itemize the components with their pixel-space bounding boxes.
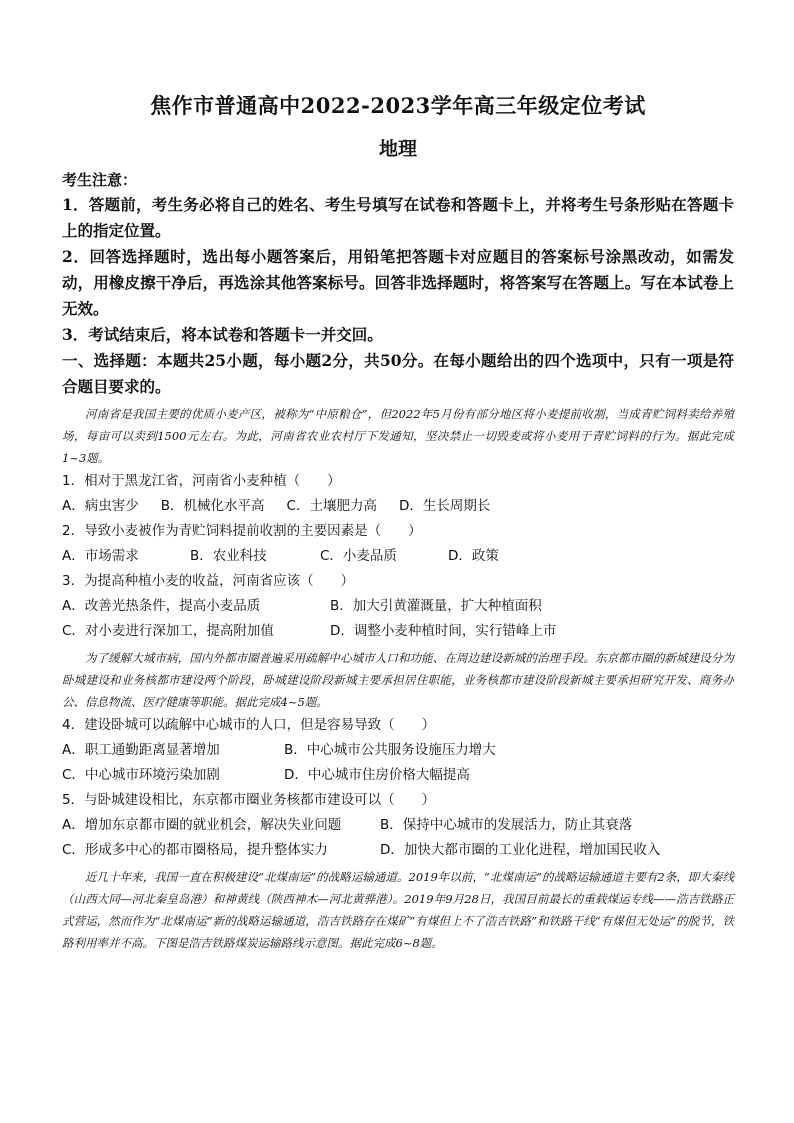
question-2-stem: 2．导致小麦被作为青贮饲料提前收割的主要因素是（ ） [62,523,422,539]
question-5-options-ab [62,813,734,838]
option-c: C．形成多中心的都市圈格局，提升整体实力 [62,842,328,858]
option-a: A．增加东京都市圈的就业机会，解决失业问题 [62,817,342,833]
question-3-options-ab [62,594,734,619]
notice-heading: 考生注意： [62,171,138,189]
passage-1: 河南省是我国主要的优质小麦产区，被称为“中原粮仓”，但2022年5月份有部分地区将小麦提前收割，当成青贮饲料卖给养殖场，每亩可以卖到1500元左右。为此，河南省农业农村厅下发通知，坚决禁止一切毁麦或将小麦用于青贮饲料的行为。据此完成1~3题。 [62,407,734,465]
notice-item-2: 2．回答选择题时，选出每小题答案后，用铅笔把答题卡对应题目的答案标号涂黑改动，如需发动，用橡皮擦干净后，再选涂其他答案标号。回答非选择题时，将答案写在答题上。写在本试卷上无效。 [62,247,734,318]
option-a: A．改善光热条件，提高小麦品质 [62,598,261,614]
option-b: B．农业科技 [190,548,267,564]
option-a: A．职工通勤距离显著增加 [62,742,220,758]
option-b: B．保持中心城市的发展活力，防止其衰落 [380,817,633,833]
option-d: D．政策 [448,548,499,564]
question-1-stem: 1．相对于黑龙江省，河南省小麦种植（ ） [62,473,341,489]
passage-3: 近几十年来，我国一直在积极建设“北煤南运”的战略运输通道。2019年以前，“北煤南运”的战略运输通道主要有2条，即大秦线（山西大同—河北秦皇岛港）和神黄线（陕西神木—河北黄骅港）。2019年9月28日，我国目前最长的重载煤运专线——浩吉铁路正式营运，然而作为“北煤南运”新的战略运输通道，浩吉铁路存在煤矿“有煤但上不了浩吉铁路”和铁路干线“有煤但无处运”的脱节，铁路利用率并不高。下图是浩吉铁路煤炭运输路线示意图。据此完成6~8题。 [62,870,734,950]
question-4-stem: 4．建设卧城可以疏解中心城市的人口，但是容易导致（ ） [62,717,436,733]
option-c: C．土壤肥力高 [286,498,377,514]
subject-title: 地理 [378,138,417,160]
notice-item-3: 3．考试结束后，将本试卷和答题卡一并交回。 [62,325,383,344]
option-b: B．机械化水平高 [160,498,265,514]
option-a: A．病虫害少 [62,498,139,514]
exam-title: 焦作市普通高中2022-2023学年高三年级定位考试 [150,93,646,118]
section-heading: 一、选择题：本题共25小题，每小题2分，共50分。在每小题给出的四个选项中，只有一项是符合题目要求的。 [62,351,734,396]
exam-page [62,92,734,954]
option-d: D．生长周期长 [398,498,491,514]
option-d: D．调整小麦种植时间，实行错峰上市 [330,623,557,639]
question-4-options-cd [62,763,734,788]
option-d: D．中心城市住房价格大幅提高 [284,767,470,783]
option-a: A．市场需求 [62,548,139,564]
option-d: D．加快大都市圈的工业化进程，增加国民收入 [380,842,661,858]
question-4-options-ab [62,738,734,763]
question-3-options-cd [62,619,734,644]
option-c: C．小麦品质 [320,548,397,564]
passage-2: 为了缓解大城市病，国内外都市圈普遍采用疏解中心城市人口和功能、在周边建设新城的治理手段。东京都市圈的新城建设分为卧城建设和业务核都市建设两个阶段，卧城建设阶段新城主要承担居住职能，业务核都市建设阶段新城主要承担研究开发、商务办公、信息物流、医疗健康等职能。据此完成4~5题。 [62,651,734,709]
option-b: B．中心城市公共服务设施压力增大 [284,742,496,758]
option-c: C．中心城市环境污染加剧 [62,767,220,783]
question-5-stem: 5．与卧城建设相比，东京都市圈业务核都市建设可以（ ） [62,792,436,808]
question-2-options [62,544,734,569]
question-1-options [62,494,734,519]
notice-item-1: 1．答题前，考生务必将自己的姓名、考生号填写在试卷和答题卡上，并将考生号条形贴在答题卡上的指定位置。 [62,195,734,240]
question-5-options-cd [62,838,734,863]
question-3-stem: 3．为提高种植小麦的收益，河南省应该（ ） [62,573,355,589]
option-c: C．对小麦进行深加工，提高附加值 [62,623,274,639]
option-b: B．加大引黄灌溉量，扩大种植面积 [330,598,542,614]
